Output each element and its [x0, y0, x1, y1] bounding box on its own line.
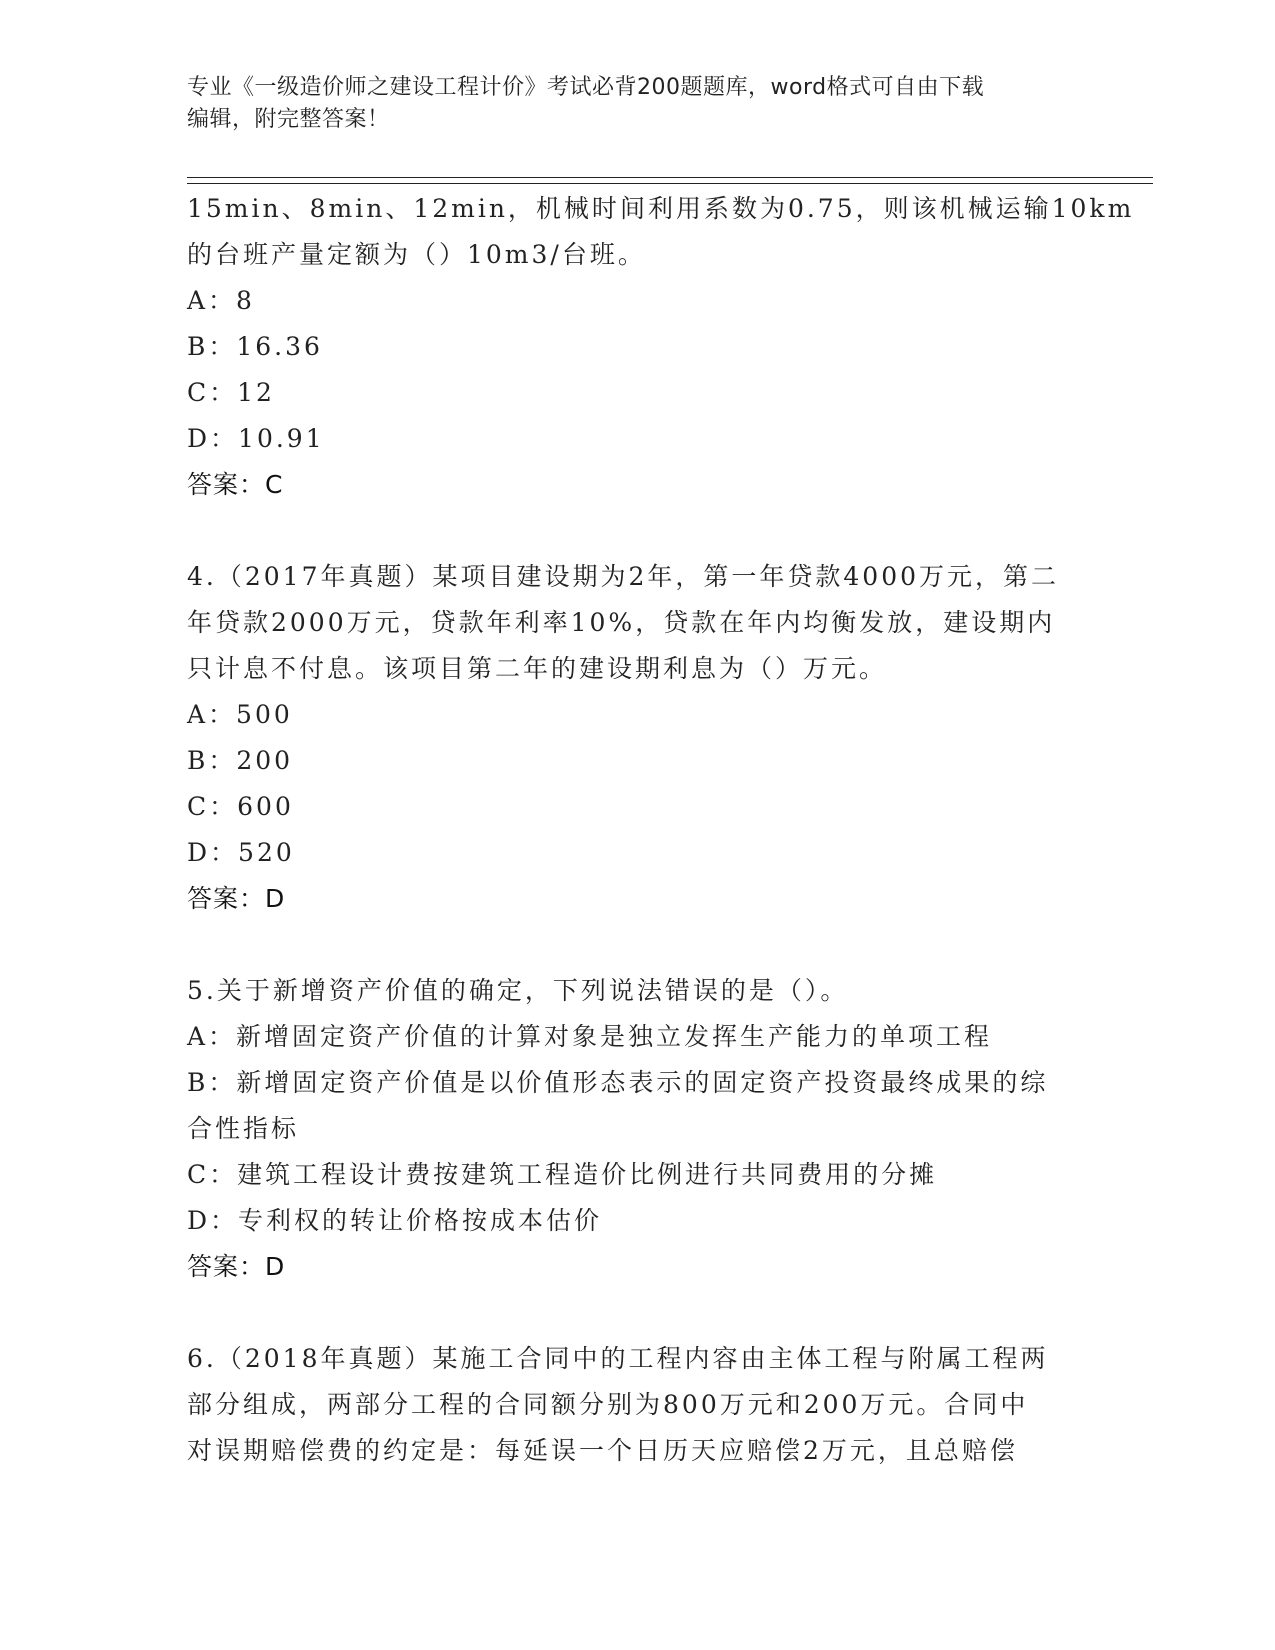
question-spacer [187, 508, 1087, 554]
option-c: C：建筑工程设计费按建筑工程造价比例进行共同费用的分摊 [187, 1160, 938, 1189]
question-6 [187, 1336, 1087, 1474]
option-b-continued: 合性指标 [187, 1114, 300, 1143]
header-rule-top [187, 177, 1153, 178]
option-a: A：8 [187, 286, 255, 315]
option-b: B：16.36 [187, 332, 323, 361]
answer-line: 答案：C [187, 470, 284, 499]
question-3 [187, 186, 1135, 508]
question-stem-line: 只计息不付息。该项目第二年的建设期利息为（）万元。 [187, 654, 888, 683]
question-stem-line: 年贷款2000万元，贷款年利率10%，贷款在年内均衡发放，建设期内 [187, 608, 1056, 637]
option-d: D：520 [187, 838, 295, 867]
question-spacer [187, 922, 1087, 968]
question-5 [187, 968, 1087, 1290]
question-stem-line: 5.关于新增资产价值的确定，下列说法错误的是（）。 [187, 976, 849, 1005]
option-a: A：500 [187, 700, 293, 729]
question-4 [187, 554, 1087, 922]
question-stem-line: 的台班产量定额为（）10m3/台班。 [187, 240, 646, 269]
option-d: D：专利权的转让价格按成本估价 [187, 1206, 603, 1235]
answer-line: 答案：D [187, 884, 286, 913]
question-stem-line: 15min、8min、12min，机械时间利用系数为0.75，则该机械运输10km [187, 194, 1135, 223]
header-rule-bottom [187, 183, 1153, 184]
question-stem-line: 对误期赔偿费的约定是：每延误一个日历天应赔偿2万元，且总赔偿 [187, 1436, 1018, 1465]
option-b: B：200 [187, 746, 294, 775]
option-c: C：12 [187, 378, 275, 407]
question-stem-line: 6.（2018年真题）某施工合同中的工程内容由主体工程与附属工程两 [187, 1344, 1049, 1373]
question-stem-line: 部分组成，两部分工程的合同额分别为800万元和200万元。合同中 [187, 1390, 1029, 1419]
question-spacer [187, 1290, 1087, 1336]
answer-line: 答案：D [187, 1252, 286, 1281]
option-b: B：新增固定资产价值是以价值形态表示的固定资产投资最终成果的综 [187, 1068, 1049, 1097]
option-a: A：新增固定资产价值的计算对象是独立发挥生产能力的单项工程 [187, 1022, 993, 1051]
question-stem-line: 4.（2017年真题）某项目建设期为2年，第一年贷款4000万元，第二 [187, 562, 1060, 591]
option-d: D：10.91 [187, 424, 325, 453]
header-line-2: 编辑，附完整答案！ [187, 107, 390, 132]
header-line-1: 专业《一级造价师之建设工程计价》考试必背200题题库，word格式可自由下载 [187, 75, 985, 100]
document-body [187, 186, 1135, 1474]
option-c: C：600 [187, 792, 294, 821]
document-header [187, 72, 1067, 136]
